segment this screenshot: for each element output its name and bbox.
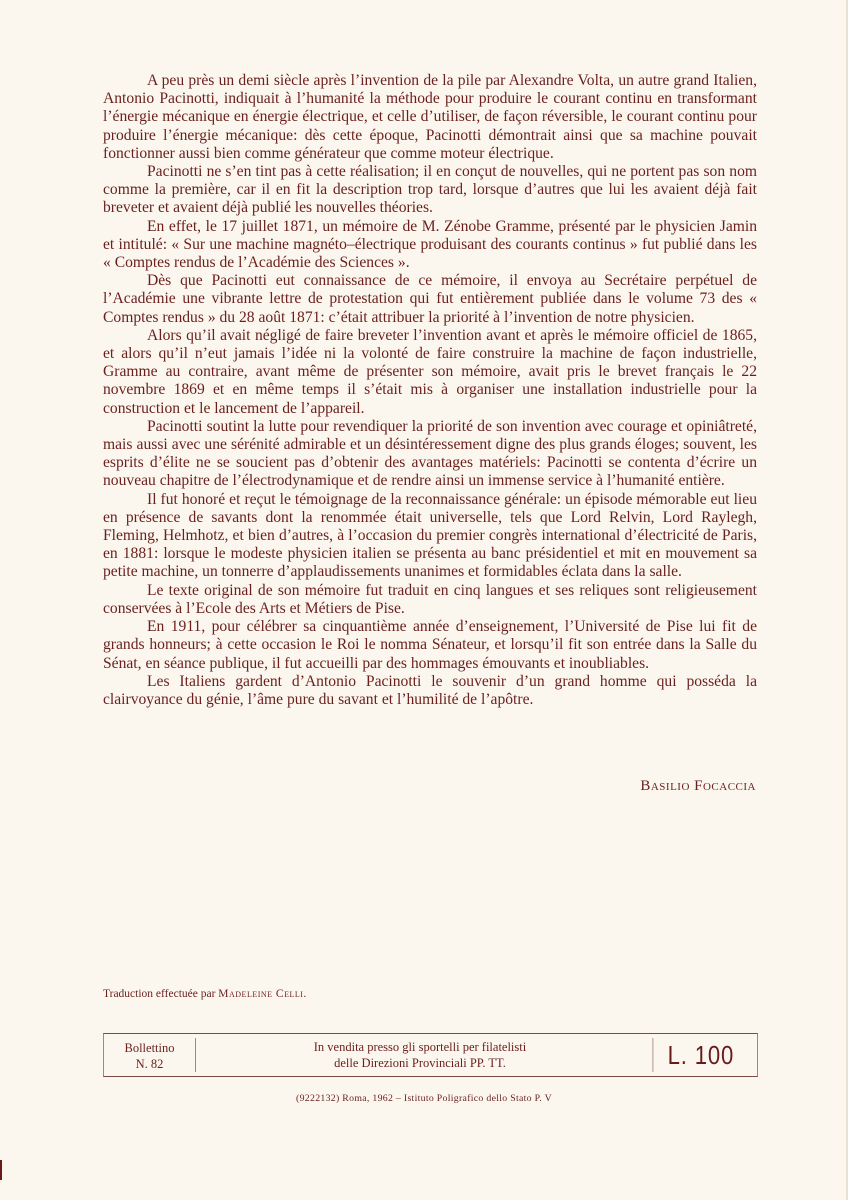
- sale-line-1: In vendita presso gli sportelli per filatelisti: [313, 1040, 527, 1054]
- paragraph: Les Italiens gardent d’Antonio Pacinotti le souvenir d’un grand homme qui posséda la clairvoyance du génie, l’âme pure du savant et l’humilité de l’apôtre.: [103, 672, 757, 708]
- paragraph: Dès que Pacinotti eut connaissance de ce mémoire, il envoya au Secrétaire perpétuel de l’Académie une vibrante lettre de protestation qui fut entièrement publiée dans le volume 73 des « Comptes rendus » du 28 août 1871: c’était attribuer la priorité à l’invention de notre physicien.: [103, 272, 757, 326]
- paragraph: En 1911, pour célébrer sa cinquantième année d’enseignement, l’Université de Pise lui fit de grands honneurs; à cette occasion le Roi le nomma Sénateur, et lorsqu’il fit son entrée dans la Salle du Sénat, en séance publique, il fut accueilli par des hommages émouvants et inoubliables.: [103, 618, 757, 672]
- bulletin-number: N. 82: [135, 1057, 164, 1071]
- paragraph: Le texte original de son mémoire fut traduit en cinq langues et ses reliques sont religieusement conservées à l’Ecole des Arts et Métiers de Pise.: [103, 581, 757, 617]
- printer-imprint: (9222132) Roma, 1962 – Istituto Poligrafico dello Stato P. V: [296, 1093, 552, 1104]
- price: L. 100: [652, 1038, 748, 1072]
- author-signature: Basilio Focaccia: [640, 778, 756, 794]
- paragraph: A peu près un demi siècle après l’invention de la pile par Alexandre Volta, un autre grand Italien, Antonio Pacinotti, indiquait à l’humanité la méthode pour produire le courant continu en transformant l’énergie mécanique en énergie électrique, et celle d’utiliser, de façon réversible, le courant continu pour produire l’énergie mécanique: dès cette époque, Pacinotti démontrait ainsi que sa machine pouvait fonctionner aussi bien comme générateur que comme moteur électrique.: [103, 72, 757, 162]
- translation-credit: [103, 988, 307, 1000]
- paragraph: En effet, le 17 juillet 1871, un mémoire de M. Zénobe Gramme, présenté par le physicien Jamin et intitulé: « Sur une machine magnéto–électrique produisant des courants continus » fut publié dans les « Comptes rendus de l’Académie des Sciences ».: [103, 217, 757, 272]
- paragraph: Il fut honoré et reçut le témoignage de la reconnaissance générale: un épisode mémorable eut lieu en présence de savants dont la renommée était universelle, tels que Lord Relvin, Lord Raylegh, Fleming, Helmhotz, et bien d’autres, à l’occasion du premier congrès international d’électricité de Paris, en 1881: lorsque le modeste physicien italien se présenta au banc présidentiel et mit en mouvement sa petite machine, un tonnerre d’applaudissements unanimes et formidables éclata dans la salle.: [103, 490, 757, 581]
- bulletin-footer-box: [103, 1033, 758, 1077]
- translation-prefix: Traduction effectuée par: [103, 988, 219, 1000]
- sale-line-2: delle Direzioni Provinciali PP. TT.: [334, 1056, 506, 1070]
- sale-notice: [196, 1039, 644, 1071]
- edge-mark: [0, 1160, 2, 1180]
- paragraph: Pacinotti ne s’en tint pas à cette réalisation; il en conçut de nouvelles, qui ne portent pas son nom comme la première, car il en fit la description trop tard, lorsque d’autres que lui les avaient déjà fait breveter et avaient déjà publié les nouvelles théories.: [103, 163, 757, 217]
- paragraph: Pacinotti soutint la lutte pour revendiquer la priorité de son invention avec courage et opiniâtreté, mais aussi avec une sérénité admirable et un désintéressement digne des plus grands éloges; souvent, les esprits d’élite ne se soucient pas d’obtenir des avantages matériels: Pacinotti se contenta d’écrire un nouveau chapitre de l’électrodynamique et de rendre ainsi un immense service à l’humanité entière.: [103, 417, 757, 490]
- bulletin-label: Bollettino: [124, 1041, 175, 1055]
- bulletin-info: [104, 1038, 196, 1072]
- article-body: [103, 72, 757, 709]
- paragraph: Alors qu’il avait négligé de faire breveter l’invention avant et après le mémoire officiel de 1865, et alors qu’il n’eut jamais l’idée ni la volonté de faire construire la machine de façon industrielle, Gramme au contraire, avant même de présenter son mémoire, avait pris le brevet français le 22 novembre 1869 et en même temps il s’était mis à organiser une installation industrielle pour la construction et le lancement de l’appareil.: [103, 326, 757, 417]
- translator-name: Madeleine Celli.: [218, 988, 307, 1000]
